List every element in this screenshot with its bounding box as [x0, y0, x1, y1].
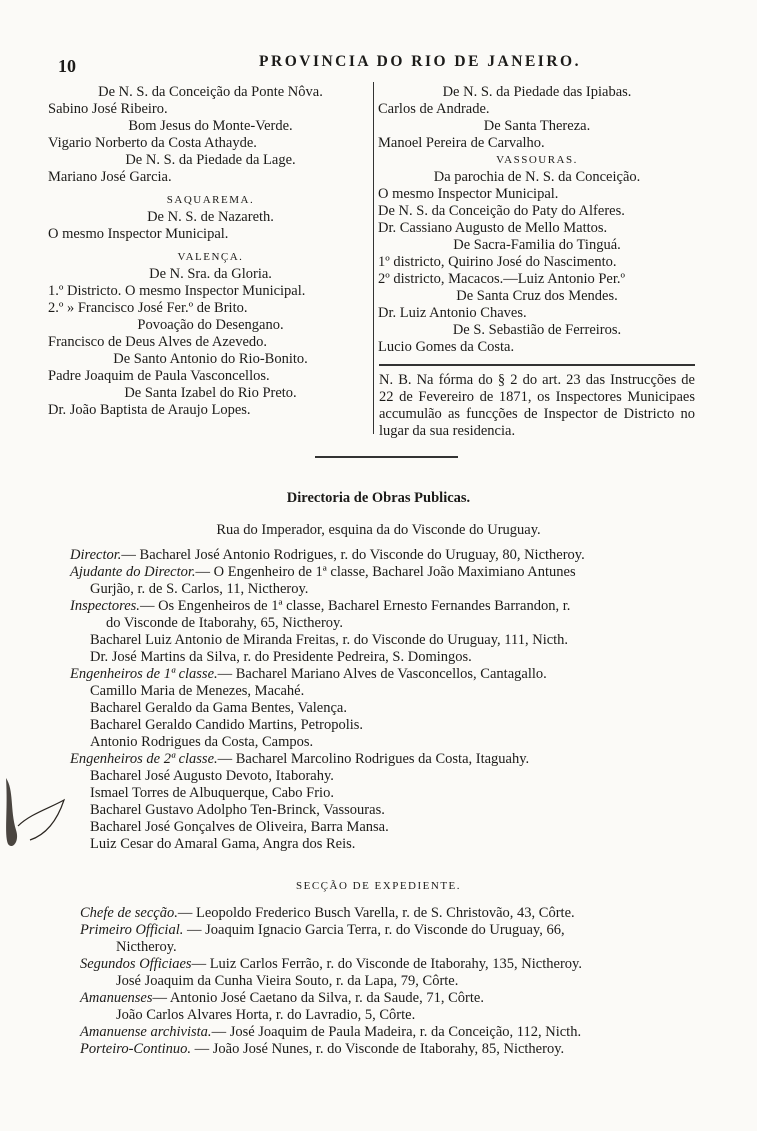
- list-item: [70, 564, 710, 581]
- column-divider: [373, 82, 374, 434]
- list-item: O mesmo Inspector Municipal.: [378, 186, 559, 202]
- list-item: [80, 990, 720, 1007]
- list-item: De Santa Izabel do Rio Preto.: [124, 385, 297, 401]
- left-column: [48, 84, 373, 419]
- list-item: De Sacra-Familia do Tinguá.: [453, 237, 621, 253]
- section-address: Rua do Imperador, esquina da do Visconde do Uruguay.: [216, 522, 541, 538]
- list-item: Padre Joaquim de Paula Vasconcellos.: [48, 368, 270, 384]
- list-item: [70, 598, 710, 615]
- footnote: N. B. Na fórma do § 2 do art. 23 das Instrucções de 22 de Fevereiro de 1871, os Inspectores Municipaes accumulão as funcções de Inspector de Districto no lugar da sua residencia.: [379, 372, 695, 439]
- role-label: Amanuenses: [80, 990, 153, 1006]
- list-item: 2º districto, Macacos.—Luiz Antonio Per.º: [378, 271, 625, 287]
- subsection-title: SECÇÃO DE EXPEDIENTE.: [295, 880, 462, 892]
- district-heading: VALENÇA.: [177, 251, 244, 263]
- role-label: Director.: [70, 547, 122, 563]
- list-item: Antonio Rodrigues da Costa, Campos.: [90, 734, 314, 750]
- list-item: 1º districto, Quirino José do Nascimento.: [378, 254, 617, 270]
- list-item: Sabino José Ribeiro.: [48, 101, 168, 117]
- list-item: Bacharel José Gonçalves de Oliveira, Barra Mansa.: [90, 819, 389, 835]
- directoria-list: [70, 547, 710, 853]
- list-item: [80, 922, 720, 939]
- list-item: João Carlos Alvares Horta, r. do Lavradio, 5, Côrte.: [116, 1007, 416, 1023]
- list-item: Lucio Gomes da Costa.: [378, 339, 515, 355]
- role-label: Segundos Officiaes: [80, 956, 192, 972]
- list-item: Bacharel Luiz Antonio de Miranda Freitas, r. do Visconde do Uruguay, 111, Nicth.: [90, 632, 569, 648]
- entry-text: — Bacharel José Antonio Rodrigues, r. do Visconde do Uruguay, 80, Nictheroy.: [121, 547, 585, 563]
- list-item: Bom Jesus do Monte-Verde.: [128, 118, 293, 134]
- page-header: PROVINCIA DO RIO DE JANEIRO.: [259, 53, 581, 70]
- list-item: do Visconde de Itaborahy, 65, Nictheroy.: [106, 615, 343, 631]
- list-item: [80, 1041, 720, 1058]
- list-item: Bacharel Geraldo da Gama Bentes, Valença.: [90, 700, 347, 716]
- entry-text: — João José Nunes, r. do Visconde de Itaborahy, 85, Nictheroy.: [191, 1041, 565, 1057]
- list-item: De N. S. da Conceição do Paty do Alferes.: [378, 203, 625, 219]
- entry-text: — Joaquim Ignacio Garcia Terra, r. do Visconde do Uruguay, 66,: [183, 922, 565, 938]
- list-item: De N. S. de Nazareth.: [147, 209, 274, 225]
- note-divider: [379, 364, 695, 366]
- list-item: Dr. José Martins da Silva, r. do Presidente Pedreira, S. Domingos.: [90, 649, 472, 665]
- list-item: Manoel Pereira de Carvalho.: [378, 135, 545, 151]
- list-item: Gurjão, r. de S. Carlos, 11, Nictheroy.: [90, 581, 309, 597]
- list-item: Bacharel Gustavo Adolpho Ten-Brinck, Vassouras.: [90, 802, 385, 818]
- list-item: Povoação do Desengano.: [137, 317, 284, 333]
- list-item: José Joaquim da Cunha Vieira Souto, r. da Lapa, 79, Côrte.: [116, 973, 459, 989]
- role-label: Ajudante do Director.: [70, 564, 196, 580]
- list-item: Nictheroy.: [116, 939, 177, 955]
- list-item: Dr. Luiz Antonio Chaves.: [378, 305, 527, 321]
- role-label: Engenheiros de 1ª classe.: [70, 666, 218, 682]
- entry-text: — Bacharel Mariano Alves de Vasconcellos, Cantagallo.: [217, 666, 547, 682]
- list-item: De S. Sebastião de Ferreiros.: [452, 322, 622, 338]
- list-item: [80, 956, 720, 973]
- list-item: Carlos de Andrade.: [378, 101, 490, 117]
- section-title: Directoria de Obras Publicas.: [286, 490, 471, 506]
- list-item: [70, 547, 710, 564]
- section-separator: [315, 456, 458, 458]
- role-label: Inspectores.: [70, 598, 140, 614]
- list-item: De N. S. da Piedade das Ipiabas.: [442, 84, 632, 100]
- role-label: Chefe de secção.: [80, 905, 178, 921]
- list-item: Luiz Cesar do Amaral Gama, Angra dos Reis.: [90, 836, 356, 852]
- list-item: De Santa Thereza.: [483, 118, 591, 134]
- role-label: Engenheiros de 2ª classe.: [70, 751, 218, 767]
- list-item: 1.º Districto. O mesmo Inspector Municipal.: [48, 283, 306, 299]
- list-item: Bacharel José Augusto Devoto, Itaborahy.: [90, 768, 334, 784]
- role-label: Porteiro-Continuo.: [80, 1041, 192, 1057]
- margin-ink-mark: [0, 770, 70, 860]
- list-item: Camillo Maria de Menezes, Macahé.: [90, 683, 305, 699]
- expediente-list: [80, 905, 720, 1058]
- list-item: 2.º » Francisco José Fer.º de Brito.: [48, 300, 248, 316]
- entry-text: — O Engenheiro de 1ª classe, Bacharel João Maximiano Antunes: [195, 564, 576, 580]
- list-item: Mariano José Garcia.: [48, 169, 172, 185]
- right-column: [378, 84, 696, 356]
- list-item: [70, 751, 710, 768]
- list-item: De N. S. da Conceição da Ponte Nôva.: [98, 84, 323, 100]
- list-item: [80, 905, 720, 922]
- entry-text: — José Joaquim de Paula Madeira, r. da Conceição, 112, Nicth.: [211, 1024, 582, 1040]
- role-label: Amanuense archivista.: [80, 1024, 212, 1040]
- entry-text: — Luiz Carlos Ferrão, r. do Visconde de Itaborahy, 135, Nictheroy.: [191, 956, 582, 972]
- list-item: Da parochia de N. S. da Conceição.: [433, 169, 641, 185]
- district-heading: SAQUAREMA.: [166, 194, 255, 206]
- list-item: Dr. João Baptista de Araujo Lopes.: [48, 402, 251, 418]
- role-label: Primeiro Official.: [80, 922, 184, 938]
- list-item: De Santa Cruz dos Mendes.: [456, 288, 618, 304]
- list-item: Ismael Torres de Albuquerque, Cabo Frio.: [90, 785, 334, 801]
- list-item: [70, 666, 710, 683]
- entry-text: — Bacharel Marcolino Rodrigues da Costa, Itaguahy.: [217, 751, 530, 767]
- list-item: Dr. Cassiano Augusto de Mello Mattos.: [378, 220, 608, 236]
- list-item: [80, 1024, 720, 1041]
- entry-text: — Antonio José Caetano da Silva, r. da Saude, 71, Côrte.: [152, 990, 484, 1006]
- page-number: 10: [58, 56, 76, 76]
- list-item: Francisco de Deus Alves de Azevedo.: [48, 334, 268, 350]
- entry-text: — Leopoldo Frederico Busch Varella, r. de S. Christovão, 43, Côrte.: [177, 905, 575, 921]
- list-item: Bacharel Geraldo Candido Martins, Petropolis.: [90, 717, 364, 733]
- list-item: De N. Sra. da Gloria.: [149, 266, 272, 282]
- list-item: De N. S. da Piedade da Lage.: [125, 152, 296, 168]
- list-item: De Santo Antonio do Rio-Bonito.: [113, 351, 308, 367]
- entry-text: — Os Engenheiros de 1ª classe, Bacharel Ernesto Fernandes Barrandon, r.: [139, 598, 571, 614]
- list-item: Vigario Norberto da Costa Athayde.: [48, 135, 257, 151]
- district-heading: VASSOURAS.: [496, 154, 578, 166]
- list-item: O mesmo Inspector Municipal.: [48, 226, 229, 242]
